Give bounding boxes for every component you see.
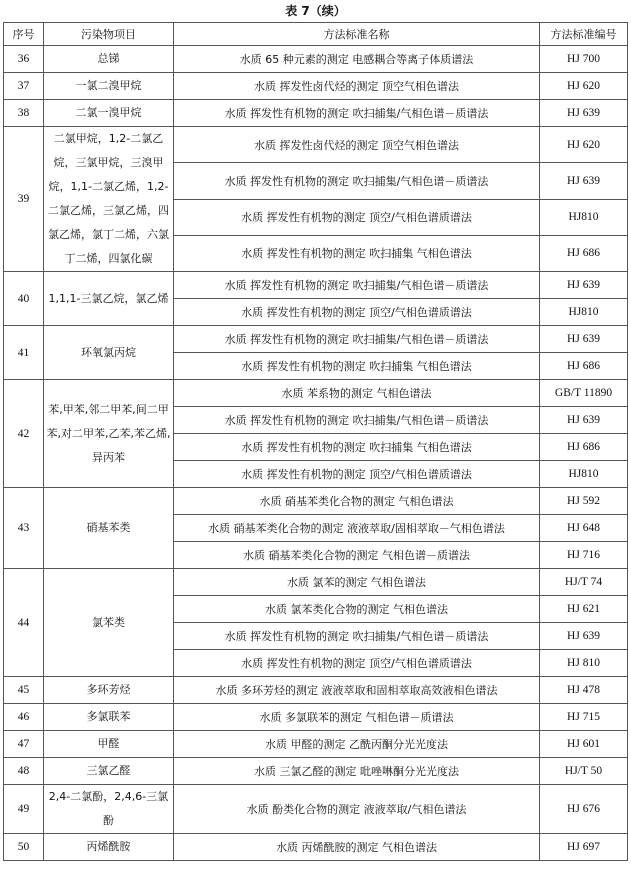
method-code: HJ 686 — [540, 434, 628, 461]
method-code: HJ 620 — [540, 127, 628, 163]
table-body — [4, 46, 628, 861]
table-caption: 表 7（续） — [285, 4, 346, 18]
method-name: 水质 挥发性有机物的测定 吹扫捕集 气相色谱法 — [174, 434, 540, 461]
header-pollutant: 污染物项目 — [44, 23, 174, 46]
method-name: 水质 甲醛的测定 乙酰丙酮分光光度法 — [174, 731, 540, 758]
pollutant-name: 多环芳烃 — [44, 677, 174, 704]
pollutant-name: 二氯甲烷，1,2-二氯乙烷，三氯甲烷，三溴甲烷，1,1-二氯乙烯，1,2-二氯乙烯，三氯乙烯，四氯乙烯，氯丁二烯，六氯丁二烯，四氯化碳 — [44, 127, 174, 272]
row-number: 50 — [4, 834, 44, 861]
row-number: 44 — [4, 569, 44, 677]
method-code: HJ 810 — [540, 650, 628, 677]
row-number: 39 — [4, 127, 44, 272]
method-code: HJ 676 — [540, 785, 628, 834]
method-code: HJ 639 — [540, 326, 628, 353]
table-row — [4, 488, 628, 515]
method-name: 水质 挥发性有机物的测定 顶空/气相色谱质谱法 — [174, 461, 540, 488]
method-name: 水质 挥发性有机物的测定 吹扫捕集 气相色谱法 — [174, 353, 540, 380]
method-name: 水质 苯系物的测定 气相色谱法 — [174, 380, 540, 407]
table-row — [4, 272, 628, 299]
row-number: 49 — [4, 785, 44, 834]
pollutant-name: 二氯一溴甲烷 — [44, 100, 174, 127]
method-name: 水质 硝基苯类化合物的测定 液液萃取/固相萃取－气相色谱法 — [174, 515, 540, 542]
method-name: 水质 挥发性有机物的测定 顶空/气相色谱质谱法 — [174, 650, 540, 677]
method-code: HJ 621 — [540, 596, 628, 623]
pollutant-name: 一氯二溴甲烷 — [44, 73, 174, 100]
table-row — [4, 73, 628, 100]
table-row — [4, 834, 628, 861]
method-code: HJ 697 — [540, 834, 628, 861]
method-name: 水质 丙烯酰胺的测定 气相色谱法 — [174, 834, 540, 861]
method-name: 水质 挥发性有机物的测定 吹扫捕集/气相色谱－质谱法 — [174, 163, 540, 199]
method-name: 水质 65 种元素的测定 电感耦合等离子体质谱法 — [174, 46, 540, 73]
row-number: 41 — [4, 326, 44, 380]
method-code: HJ 715 — [540, 704, 628, 731]
method-code: HJ 639 — [540, 623, 628, 650]
table-row — [4, 46, 628, 73]
method-name: 水质 多环芳烃的测定 液液萃取和固相萃取高效液相色谱法 — [174, 677, 540, 704]
method-code: HJ 639 — [540, 407, 628, 434]
header-no: 序号 — [4, 23, 44, 46]
row-number: 38 — [4, 100, 44, 127]
method-name: 水质 挥发性有机物的测定 吹扫捕集/气相色谱－质谱法 — [174, 326, 540, 353]
pollutant-name: 总锑 — [44, 46, 174, 73]
row-number: 47 — [4, 731, 44, 758]
table-row — [4, 758, 628, 785]
method-name: 水质 挥发性有机物的测定 吹扫捕集 气相色谱法 — [174, 235, 540, 271]
method-name: 水质 挥发性卤代烃的测定 顶空气相色谱法 — [174, 127, 540, 163]
method-code: HJ 601 — [540, 731, 628, 758]
pollutant-name: 甲醛 — [44, 731, 174, 758]
method-name: 水质 挥发性有机物的测定 顶空/气相色谱质谱法 — [174, 199, 540, 235]
row-number: 40 — [4, 272, 44, 326]
method-code: HJ 592 — [540, 488, 628, 515]
method-code: HJ 686 — [540, 235, 628, 271]
method-name: 水质 挥发性有机物的测定 吹扫捕集/气相色谱－质谱法 — [174, 407, 540, 434]
table-row — [4, 785, 628, 834]
row-number: 46 — [4, 704, 44, 731]
table-row — [4, 326, 628, 353]
row-number: 36 — [4, 46, 44, 73]
method-name: 水质 挥发性有机物的测定 顶空/气相色谱质谱法 — [174, 299, 540, 326]
table-row — [4, 677, 628, 704]
method-code: HJ 639 — [540, 272, 628, 299]
table-row — [4, 704, 628, 731]
method-code: HJ 700 — [540, 46, 628, 73]
method-code: GB/T 11890 — [540, 380, 628, 407]
table-row — [4, 127, 628, 163]
pollutant-name: 三氯乙醛 — [44, 758, 174, 785]
method-code: HJ/T 50 — [540, 758, 628, 785]
standards-table — [3, 22, 628, 861]
header-row — [4, 23, 628, 46]
method-name: 水质 氯苯类化合物的测定 气相色谱法 — [174, 596, 540, 623]
method-name: 水质 挥发性有机物的测定 吹扫捕集/气相色谱－质谱法 — [174, 272, 540, 299]
method-code: HJ810 — [540, 199, 628, 235]
pollutant-name: 多氯联苯 — [44, 704, 174, 731]
header-method-code: 方法标准编号 — [540, 23, 628, 46]
table-row — [4, 380, 628, 407]
method-code: HJ/T 74 — [540, 569, 628, 596]
method-code: HJ 478 — [540, 677, 628, 704]
pollutant-name: 丙烯酰胺 — [44, 834, 174, 861]
method-name: 水质 硝基苯类化合物的测定 气相色谱法 — [174, 488, 540, 515]
method-code: HJ 716 — [540, 542, 628, 569]
method-name: 水质 挥发性卤代烃的测定 顶空气相色谱法 — [174, 73, 540, 100]
method-name: 水质 氯苯的测定 气相色谱法 — [174, 569, 540, 596]
pollutant-name: 苯,甲苯,邻二甲苯,间二甲苯,对二甲苯,乙苯,苯乙烯,异丙苯 — [44, 380, 174, 488]
method-name: 水质 三氯乙醛的测定 吡唑啉酮分光光度法 — [174, 758, 540, 785]
pollutant-name: 环氧氯丙烷 — [44, 326, 174, 380]
table-row — [4, 731, 628, 758]
table-row — [4, 100, 628, 127]
method-code: HJ 648 — [540, 515, 628, 542]
method-code: HJ 686 — [540, 353, 628, 380]
method-code: HJ 639 — [540, 163, 628, 199]
pollutant-name: 氯苯类 — [44, 569, 174, 677]
row-number: 48 — [4, 758, 44, 785]
method-name: 水质 挥发性有机物的测定 吹扫捕集/气相色谱－质谱法 — [174, 100, 540, 127]
row-number: 43 — [4, 488, 44, 569]
method-code: HJ810 — [540, 299, 628, 326]
method-name: 水质 硝基苯类化合物的测定 气相色谱－质谱法 — [174, 542, 540, 569]
row-number: 42 — [4, 380, 44, 488]
method-name: 水质 挥发性有机物的测定 吹扫捕集/气相色谱－质谱法 — [174, 623, 540, 650]
pollutant-name: 2,4-二氯酚，2,4,6-三氯酚 — [44, 785, 174, 834]
pollutant-name: 硝基苯类 — [44, 488, 174, 569]
method-code: HJ 639 — [540, 100, 628, 127]
pollutant-name: 1,1,1-三氯乙烷，氯乙烯 — [44, 272, 174, 326]
method-name: 水质 酚类化合物的测定 液液萃取/气相色谱法 — [174, 785, 540, 834]
method-code: HJ 620 — [540, 73, 628, 100]
row-number: 45 — [4, 677, 44, 704]
method-name: 水质 多氯联苯的测定 气相色谱－质谱法 — [174, 704, 540, 731]
table-row — [4, 569, 628, 596]
row-number: 37 — [4, 73, 44, 100]
method-code: HJ810 — [540, 461, 628, 488]
header-method-name: 方法标准名称 — [174, 23, 540, 46]
